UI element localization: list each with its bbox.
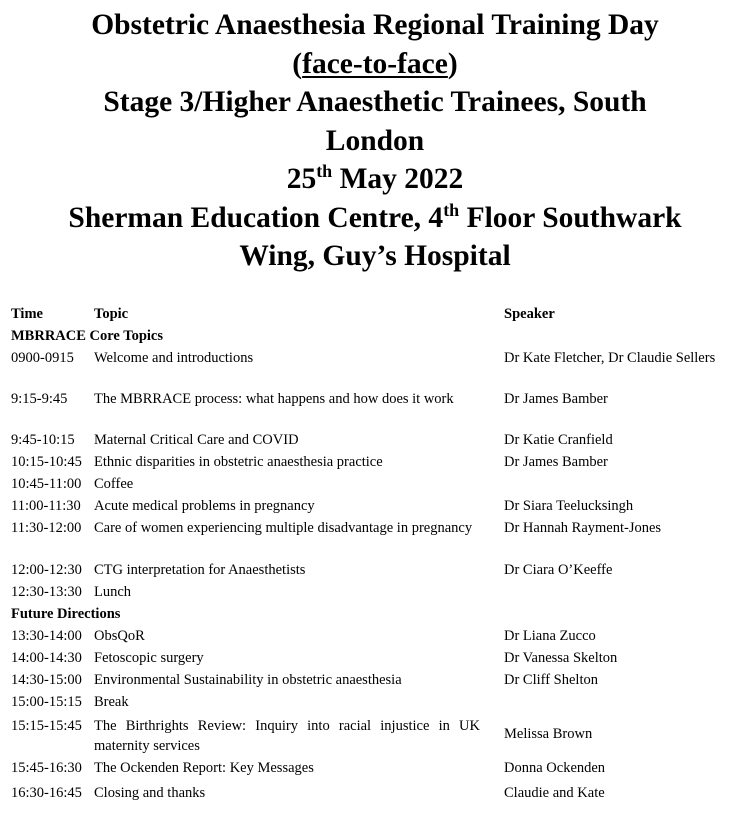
row-speaker: Claudie and Kate [504,785,605,801]
title-paren-close: ) [447,47,458,80]
table-row [0,497,750,519]
table-row [0,583,750,605]
row-topic: Maternal Critical Care and COVID [94,432,299,448]
table-row [0,431,750,453]
row-time: 13:30-14:00 [11,628,82,644]
row-speaker: Dr Hannah Rayment-Jones [504,520,662,536]
table-row [0,519,750,561]
row-topic: Break [94,694,129,710]
row-topic: Fetoscopic surgery [94,650,204,666]
row-time: 10:15-10:45 [11,454,82,470]
table-row [0,475,750,497]
row-time: 16:30-16:45 [11,785,82,801]
row-speaker: Dr Katie Cranfield [504,432,613,448]
row-topic: Ethnic disparities in obstetric anaesthesia practice [94,454,383,470]
row-topic: Environmental Sustainability in obstetric anaesthesia [94,672,402,688]
date-day: 25 [286,163,317,195]
row-time: 15:00-15:15 [11,694,82,710]
column-header-time: Time [11,306,43,322]
section-heading: MBRRACE Core Topics [11,328,163,344]
date-ordinal: th [316,161,333,182]
section-heading: Future Directions [11,606,121,622]
row-speaker: Dr Liana Zucco [504,628,596,644]
venue-part-a: Sherman Education Centre, 4 [68,201,444,234]
title-line-1: Obstetric Anaesthesia Regional Training Day [91,9,659,41]
column-header-topic: Topic [94,306,129,322]
row-speaker: Dr Siara Teelucksingh [504,498,634,514]
venue-line-2: Wing, Guy’s Hospital [239,240,511,272]
table-row [0,693,750,717]
row-topic: Closing and thanks [94,785,206,801]
row-topic: Welcome and introductions [94,350,254,366]
row-speaker: Dr Ciara O’Keeffe [504,562,613,578]
section-heading-row [0,327,750,349]
row-topic: ObsQoR [94,628,145,644]
row-time: 15:45-16:30 [11,760,82,776]
row-speaker: Dr James Bamber [504,391,608,407]
table-row [0,759,750,784]
venue-part-b: Floor Southwark [459,201,682,234]
row-topic: The Birthrights Review: Inquiry into racial injustice in UK maternity services [94,718,480,754]
audience-line-2: London [325,124,425,157]
row-topic: Lunch [94,584,132,600]
table-header-row [0,305,750,327]
table-row [0,717,750,759]
section-heading-row [0,605,750,627]
row-time: 15:15-15:45 [11,718,82,734]
title-paren-open: ( [292,47,303,80]
row-speaker: Dr Kate Fletcher, Dr Claudie Sellers [504,350,716,366]
row-time: 10:45-11:00 [11,476,82,492]
row-topic: The Ockenden Report: Key Messages [94,760,314,776]
row-time: 0900-0915 [11,350,74,366]
row-topic: Coffee [94,476,134,492]
face-to-face-label: face-to-face [302,47,448,80]
row-time: 9:45-10:15 [11,432,75,448]
table-row [0,453,750,475]
row-time: 11:00-11:30 [11,498,81,514]
row-speaker: Dr Cliff Shelton [504,672,598,688]
row-topic: Acute medical problems in pregnancy [94,498,315,514]
row-time: 14:30-15:00 [11,672,82,688]
row-time: 14:00-14:30 [11,650,82,666]
table-row [0,390,750,431]
row-speaker: Dr Vanessa Skelton [504,650,618,666]
row-time: 11:30-12:00 [11,520,82,536]
table-row [0,349,750,390]
row-time: 9:15-9:45 [11,391,68,407]
title-line-2 [0,45,750,84]
row-time: 12:30-13:30 [11,584,82,600]
row-topic: The MBRRACE process: what happens and how does it work [94,391,454,407]
table-row [0,784,750,806]
row-speaker: Dr James Bamber [504,454,608,470]
table-row [0,671,750,693]
schedule-table [0,305,750,806]
table-row [0,649,750,671]
row-topic: CTG interpretation for Anaesthetists [94,562,306,578]
row-time: 12:00-12:30 [11,562,82,578]
column-header-speaker: Speaker [504,306,555,322]
date-month-year: May 2022 [332,163,464,195]
event-date [0,160,750,199]
table-row [0,561,750,583]
venue-line-1 [0,199,750,238]
table-row [0,627,750,649]
document-title [0,6,750,276]
row-topic: Care of women experiencing multiple disadvantage in pregnancy [94,520,473,536]
row-speaker: Melissa Brown [504,726,593,742]
venue-ordinal: th [443,199,460,220]
audience-line-1: Stage 3/Higher Anaesthetic Trainees, South [103,86,647,118]
row-speaker: Donna Ockenden [504,760,606,776]
